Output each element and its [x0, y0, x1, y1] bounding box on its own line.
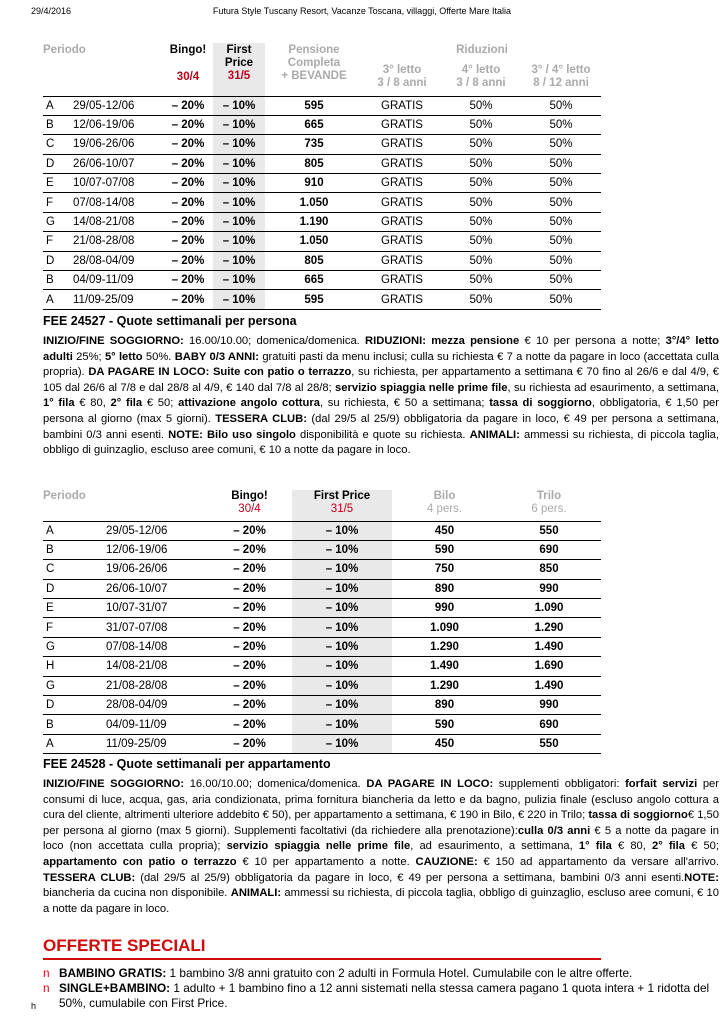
bold-term: ANIMALI: — [230, 887, 282, 900]
bold-term: 1° fila — [578, 840, 612, 853]
season-code: F — [43, 193, 73, 212]
first-price-discount: – 10% — [213, 96, 265, 115]
bingo-discount: – 20% — [163, 232, 213, 251]
body-text: disponibilità e quote su richiesta. — [295, 428, 470, 441]
table-row — [43, 193, 601, 212]
third-fourth-bed-reduction: 50% — [521, 174, 601, 193]
body-text: € 50; — [142, 397, 179, 410]
bingo-discount: – 20% — [207, 715, 292, 734]
print-header — [0, 6, 724, 20]
first-price-discount: – 10% — [292, 637, 392, 656]
bingo-discount: – 20% — [163, 135, 213, 154]
col-bingo: Bingo! 30/4 — [169, 44, 207, 83]
first-price-discount: – 10% — [213, 271, 265, 290]
fourth-bed-reduction: 50% — [441, 290, 521, 309]
table-row — [43, 251, 601, 270]
bold-term: CAUZIONE: — [415, 855, 478, 868]
bingo-discount: – 20% — [207, 540, 292, 559]
bingo-discount: – 20% — [207, 599, 292, 618]
trilo-price: 550 — [497, 734, 601, 753]
bold-term: NOTE: — [684, 871, 719, 884]
table-row — [43, 618, 601, 637]
bingo-discount: – 20% — [207, 696, 292, 715]
body-text: € 1,50 per persona al giorno (max 5 giorni). Supplementi facoltativi (da richiedere alla prenotazione): — [43, 809, 719, 837]
fee-title-per-apartment: FEE 24528 - Quote settimanali per appartamento — [43, 757, 331, 771]
table-row — [43, 135, 601, 154]
third-fourth-bed-reduction: 50% — [521, 232, 601, 251]
bold-term: INIZIO/FINE SOGGIORNO: — [43, 778, 185, 790]
season-code: A — [43, 96, 73, 115]
trilo-price: 690 — [497, 715, 601, 734]
bold-term: INIZIO/FINE SOGGIORNO: — [43, 335, 184, 347]
season-code: C — [43, 135, 73, 154]
bingo-discount: – 20% — [207, 657, 292, 676]
third-fourth-bed-reduction: 50% — [521, 154, 601, 173]
bold-term: appartamento con patio o terrazzo — [43, 855, 237, 868]
fourth-bed-reduction: 50% — [441, 193, 521, 212]
body-text: supplementi obbligatori: — [493, 778, 626, 790]
date-range: 21/08-28/08 — [106, 676, 207, 695]
date-range: 10/07-31/07 — [106, 599, 207, 618]
bilo-price: 590 — [392, 540, 497, 559]
third-fourth-bed-reduction: 50% — [521, 212, 601, 231]
table-row — [43, 715, 601, 734]
season-code: F — [43, 232, 73, 251]
body-text: ammessi su richiesta, di piccola taglia, obbligo di guinzaglio, escluso aree comuni, € 10 a notte da pagare in loco. — [43, 428, 720, 457]
first-price-discount: – 10% — [213, 212, 265, 231]
third-bed-reduction: GRATIS — [363, 251, 441, 270]
third-bed-reduction: GRATIS — [363, 290, 441, 309]
col-riduzioni: Riduzioni 3° letto 3 / 8 anni 4° letto 3 / 8 anni 3° / 4° letto 8 / 12 anni — [377, 44, 591, 89]
col-pensione: Pensione Completa + BEVANDE — [281, 44, 347, 82]
bold-term: culla 0/3 anni — [517, 824, 591, 837]
bilo-price: 890 — [392, 696, 497, 715]
bingo-discount: – 20% — [163, 251, 213, 270]
col-bilo: Bilo 4 pers. — [426, 490, 463, 515]
bingo-discount: – 20% — [207, 560, 292, 579]
full-board-price: 1.050 — [265, 193, 363, 212]
offer-text: 1 bambino 3/8 anni gratuito con 2 adulti in Formula Hotel. Cumulabile con le altre offerte. — [166, 966, 633, 980]
first-price-discount: – 10% — [213, 251, 265, 270]
table-row — [43, 232, 601, 251]
bold-term: 3°/4° letto adulti — [43, 335, 719, 363]
full-board-price: 595 — [265, 290, 363, 309]
bold-term: TESSERA CLUB: — [43, 871, 136, 884]
bold-term: servizio spiaggia nelle prime file — [226, 840, 411, 853]
first-price-discount: – 10% — [213, 174, 265, 193]
trilo-price: 550 — [497, 521, 601, 540]
bold-term: 1° fila — [43, 397, 75, 410]
bingo-discount: – 20% — [163, 154, 213, 173]
bold-term: TESSERA CLUB: — [215, 412, 307, 425]
bingo-discount: – 20% — [163, 115, 213, 134]
bold-term: attivazione angolo cottura — [178, 397, 320, 410]
first-price-discount: – 10% — [292, 579, 392, 598]
fee-title-per-person: FEE 24527 - Quote settimanali per persona — [43, 314, 297, 328]
fourth-bed-reduction: 50% — [441, 96, 521, 115]
first-price-discount: – 10% — [292, 540, 392, 559]
conditions-per-apartment — [43, 777, 719, 917]
bingo-discount: – 20% — [207, 579, 292, 598]
fourth-bed-reduction: 50% — [441, 154, 521, 173]
date-range: 14/08-21/08 — [106, 657, 207, 676]
bold-term: tassa di soggiorno — [489, 397, 592, 410]
bingo-discount: – 20% — [163, 290, 213, 309]
col-bingo: Bingo! 30/4 — [231, 490, 268, 515]
bingo-discount: – 20% — [207, 676, 292, 695]
date-range: 19/06-26/06 — [73, 135, 163, 154]
trilo-price: 990 — [497, 579, 601, 598]
fourth-bed-reduction: 50% — [441, 135, 521, 154]
bingo-discount: – 20% — [207, 521, 292, 540]
bold-term: forfait servizi — [625, 778, 698, 790]
body-text: , ad esaurimento, a settimana, — [410, 840, 579, 853]
body-text: , obbligatoria, € 1,50 per persona al giorno (max 5 giorni). — [43, 397, 719, 425]
first-price-discount: – 10% — [213, 290, 265, 309]
first-price-discount: – 10% — [292, 657, 392, 676]
bold-term: 2° fila — [110, 397, 143, 410]
trilo-price: 1.690 — [497, 657, 601, 676]
table-row — [43, 154, 601, 173]
rates-table-per-apartment — [43, 490, 601, 754]
bingo-discount: – 20% — [163, 174, 213, 193]
season-code: B — [43, 540, 106, 559]
body-text: € 10 per appartamento a notte. — [236, 855, 416, 868]
table-row — [43, 212, 601, 231]
date-range: 19/06-26/06 — [106, 560, 207, 579]
body-text: 50%. — [142, 350, 175, 363]
bold-term: DA PAGARE IN LOCO: Suite con patio o terrazzo — [88, 366, 352, 379]
body-text: , su richiesta, per appartamento a settimana € 70 fino al 26/6 e dal 4/9, € 105 dal 26/6 al 7/8 e dal 28/8 al 4/9, € 140 dal 7/8 al 28/8; — [43, 366, 719, 394]
bold-term: 5° letto — [104, 350, 143, 363]
third-bed-reduction: GRATIS — [363, 115, 441, 134]
col-trilo: Trilo 6 pers. — [531, 490, 567, 515]
date-range: 10/07-07/08 — [73, 174, 163, 193]
fourth-bed-reduction: 50% — [441, 212, 521, 231]
season-code: H — [43, 657, 106, 676]
date-range: 21/08-28/08 — [73, 232, 163, 251]
first-price-discount: – 10% — [292, 521, 392, 540]
conditions-per-person — [43, 334, 719, 459]
date-range: 07/08-14/08 — [106, 637, 207, 656]
body-text: gratuiti pasti da menu inclusi; culla su richiesta € 7 a notte da pagare in loco (accettata culla propria). — [43, 350, 719, 379]
first-price-discount: – 10% — [292, 715, 392, 734]
full-board-price: 805 — [265, 251, 363, 270]
third-bed-reduction: GRATIS — [363, 212, 441, 231]
full-board-price: 595 — [265, 96, 363, 115]
full-board-price: 910 — [265, 174, 363, 193]
date-range: 04/09-11/09 — [106, 715, 207, 734]
first-price-discount: – 10% — [292, 696, 392, 715]
trilo-price: 1.290 — [497, 618, 601, 637]
bingo-discount: – 20% — [163, 193, 213, 212]
season-code: A — [43, 521, 106, 540]
date-range: 11/09-25/09 — [73, 290, 163, 309]
third-fourth-bed-reduction: 50% — [521, 290, 601, 309]
bingo-discount: – 20% — [163, 96, 213, 115]
season-code: B — [43, 271, 73, 290]
season-code: B — [43, 715, 106, 734]
third-fourth-bed-reduction: 50% — [521, 96, 601, 115]
fourth-bed-reduction: 50% — [441, 115, 521, 134]
special-offers-title: OFFERTE SPECIALI — [43, 936, 206, 955]
third-bed-reduction: GRATIS — [363, 96, 441, 115]
date-range: 28/08-04/09 — [106, 696, 207, 715]
third-fourth-bed-reduction: 50% — [521, 135, 601, 154]
first-price-discount: – 10% — [213, 135, 265, 154]
date-range: 04/09-11/09 — [73, 271, 163, 290]
season-code: E — [43, 174, 73, 193]
col-first-price: First Price 31/5 — [213, 43, 265, 93]
bilo-price: 750 — [392, 560, 497, 579]
full-board-price: 665 — [265, 115, 363, 134]
bilo-price: 990 — [392, 599, 497, 618]
body-text: 16.00/10.00; domenica/domenica. — [183, 335, 366, 347]
full-board-price: 665 — [265, 271, 363, 290]
offer-item — [43, 981, 719, 1011]
date-range: 26/06-10/07 — [73, 154, 163, 173]
season-code: D — [43, 579, 106, 598]
fourth-bed-reduction: 50% — [441, 251, 521, 270]
full-board-price: 1.190 — [265, 212, 363, 231]
full-board-price: 1.050 — [265, 232, 363, 251]
third-fourth-bed-reduction: 50% — [521, 193, 601, 212]
season-code: G — [43, 212, 73, 231]
rates-table-per-person — [43, 43, 601, 310]
first-price-discount: – 10% — [292, 599, 392, 618]
first-price-discount: – 10% — [213, 193, 265, 212]
body-text: 16.00/10.00; domenica/domenica. — [184, 778, 367, 790]
body-text: biancheria da cucina non disponibile. — [43, 887, 231, 900]
table-row — [43, 96, 601, 115]
third-fourth-bed-reduction: 50% — [521, 251, 601, 270]
table-row — [43, 579, 601, 598]
trilo-price: 850 — [497, 560, 601, 579]
bingo-discount: – 20% — [207, 734, 292, 753]
body-text: (dal 29/5 al 25/9) obbligatoria da pagare in loco, € 49 per persona a settimana, bambini 0/3 anni esenti. — [135, 871, 685, 884]
special-offers-divider — [43, 958, 601, 960]
third-bed-reduction: GRATIS — [363, 193, 441, 212]
bold-term: NOTE: Bilo uso singolo — [168, 428, 296, 441]
bullet-icon: n — [43, 966, 50, 980]
bold-term: ANIMALI: — [469, 428, 520, 441]
date-range: 28/08-04/09 — [73, 251, 163, 270]
season-code: G — [43, 676, 106, 695]
first-price-discount: – 10% — [292, 560, 392, 579]
fourth-bed-reduction: 50% — [441, 174, 521, 193]
table-row — [43, 676, 601, 695]
body-text: € 10 per persona a notte; — [519, 335, 666, 347]
fourth-bed-reduction: 50% — [441, 232, 521, 251]
bold-term: BABY 0/3 ANNI: — [174, 350, 260, 363]
season-code: C — [43, 560, 106, 579]
bingo-discount: – 20% — [163, 212, 213, 231]
third-bed-reduction: GRATIS — [363, 271, 441, 290]
body-text: 25%; — [72, 350, 105, 363]
third-bed-reduction: GRATIS — [363, 135, 441, 154]
body-text: (dal 29/5 al 25/9) obbligatoria da pagare in loco, € 49 per persona a settimana, bambini 0/3 anni esenti. — [43, 412, 719, 441]
body-text: € 150 ad appartamento da versare all'arrivo. — [477, 855, 719, 868]
date-range: 12/06-19/06 — [106, 540, 207, 559]
trilo-price: 1.490 — [497, 637, 601, 656]
body-text: € 5 a notte da pagare in loco (non accettata culla propria); — [43, 824, 720, 853]
table-row — [43, 290, 601, 309]
table-row — [43, 540, 601, 559]
season-code: D — [43, 154, 73, 173]
third-bed-reduction: GRATIS — [363, 232, 441, 251]
col-periodo: Periodo — [43, 490, 86, 502]
date-range: 26/06-10/07 — [106, 579, 207, 598]
trilo-price: 690 — [497, 540, 601, 559]
bingo-discount: – 20% — [207, 618, 292, 637]
print-title: Futura Style Tuscany Resort, Vacanze Toscana, villaggi, Offerte Mare Italia — [212, 6, 512, 16]
third-fourth-bed-reduction: 50% — [521, 271, 601, 290]
first-price-discount: – 10% — [213, 115, 265, 134]
bilo-price: 1.290 — [392, 676, 497, 695]
table-row — [43, 599, 601, 618]
first-price-discount: – 10% — [292, 734, 392, 753]
offer-item — [43, 966, 719, 981]
date-range: 12/06-19/06 — [73, 115, 163, 134]
first-price-discount: – 10% — [292, 676, 392, 695]
third-fourth-bed-reduction: 50% — [521, 115, 601, 134]
date-range: 11/09-25/09 — [106, 734, 207, 753]
body-text: per consumi di luce, acqua, gas, aria condizionata, prima fornitura biancheria da letto e da bagno, pulizia finale (escluso angolo cottura a cura del cliente, altrimenti ulteriore addebito € 50), per appartamento a settimana, € 190 in Bilo, € 220 in Trilo; — [43, 778, 719, 822]
date-range: 07/08-14/08 — [73, 193, 163, 212]
date-range: 31/07-07/08 — [106, 618, 207, 637]
first-price-discount: – 10% — [213, 232, 265, 251]
bilo-price: 590 — [392, 715, 497, 734]
date-range: 29/05-12/06 — [106, 521, 207, 540]
offer-name: BAMBINO GRATIS: — [59, 966, 167, 980]
bilo-price: 1.290 — [392, 637, 497, 656]
table-row — [43, 657, 601, 676]
season-code: F — [43, 618, 106, 637]
bingo-discount: – 20% — [163, 271, 213, 290]
third-bed-reduction: GRATIS — [363, 154, 441, 173]
date-range: 14/08-21/08 — [73, 212, 163, 231]
season-code: A — [43, 290, 73, 309]
bilo-price: 1.090 — [392, 618, 497, 637]
season-code: B — [43, 115, 73, 134]
full-board-price: 805 — [265, 154, 363, 173]
season-code: D — [43, 251, 73, 270]
bold-term: DA PAGARE IN LOCO: — [366, 778, 494, 790]
date-range: 29/05-12/06 — [73, 96, 163, 115]
bingo-discount: – 20% — [207, 637, 292, 656]
bullet-icon: n — [43, 981, 50, 995]
body-text: ammessi su richiesta, di piccola taglia, obbligo di guinzaglio, escluso aree comuni, € 10 a notte da pagare in loco. — [43, 887, 719, 915]
third-bed-reduction: GRATIS — [363, 174, 441, 193]
season-code: D — [43, 696, 106, 715]
bold-term: servizio spiaggia nelle prime file — [335, 381, 508, 394]
body-text: , su richiesta, € 50 a settimana; — [319, 397, 490, 410]
body-text: , su richiesta ad esaurimento, a settimana, — [507, 381, 719, 394]
trilo-price: 1.090 — [497, 599, 601, 618]
table-row — [43, 637, 601, 656]
offer-text: 1 adulto + 1 bambino fino a 12 anni sistemati nella stessa camera pagano 1 quota intera + 1 ridotta del 50%, cumulabile con First Price. — [59, 981, 710, 1010]
trilo-price: 1.490 — [497, 676, 601, 695]
bold-term: RIDUZIONI: mezza pensione — [365, 335, 520, 347]
first-price-discount: – 10% — [292, 618, 392, 637]
first-price-discount: – 10% — [213, 154, 265, 173]
print-date: 29/4/2016 — [31, 6, 72, 16]
table-row — [43, 734, 601, 753]
season-code: A — [43, 734, 106, 753]
season-code: E — [43, 599, 106, 618]
fourth-bed-reduction: 50% — [441, 271, 521, 290]
page-footer-mark: h — [31, 1001, 37, 1011]
col-periodo: Periodo — [43, 44, 86, 56]
trilo-price: 990 — [497, 696, 601, 715]
bold-term: 2° fila — [652, 840, 685, 853]
bilo-price: 1.490 — [392, 657, 497, 676]
bilo-price: 890 — [392, 579, 497, 598]
offer-name: SINGLE+BAMBINO: — [59, 981, 171, 995]
table-row — [43, 174, 601, 193]
full-board-price: 735 — [265, 135, 363, 154]
bold-term: tassa di soggiorno — [588, 809, 688, 822]
body-text: € 80, — [74, 397, 111, 410]
table-row — [43, 521, 601, 540]
table-row — [43, 271, 601, 290]
table-row — [43, 560, 601, 579]
body-text: € 50; — [685, 840, 720, 853]
special-offers-list — [43, 966, 719, 1011]
table-row — [43, 696, 601, 715]
table-row — [43, 115, 601, 134]
bilo-price: 450 — [392, 521, 497, 540]
col-first-price: First Price 31/5 — [292, 490, 392, 518]
season-code: G — [43, 637, 106, 656]
bilo-price: 450 — [392, 734, 497, 753]
body-text: € 80, — [611, 840, 653, 853]
